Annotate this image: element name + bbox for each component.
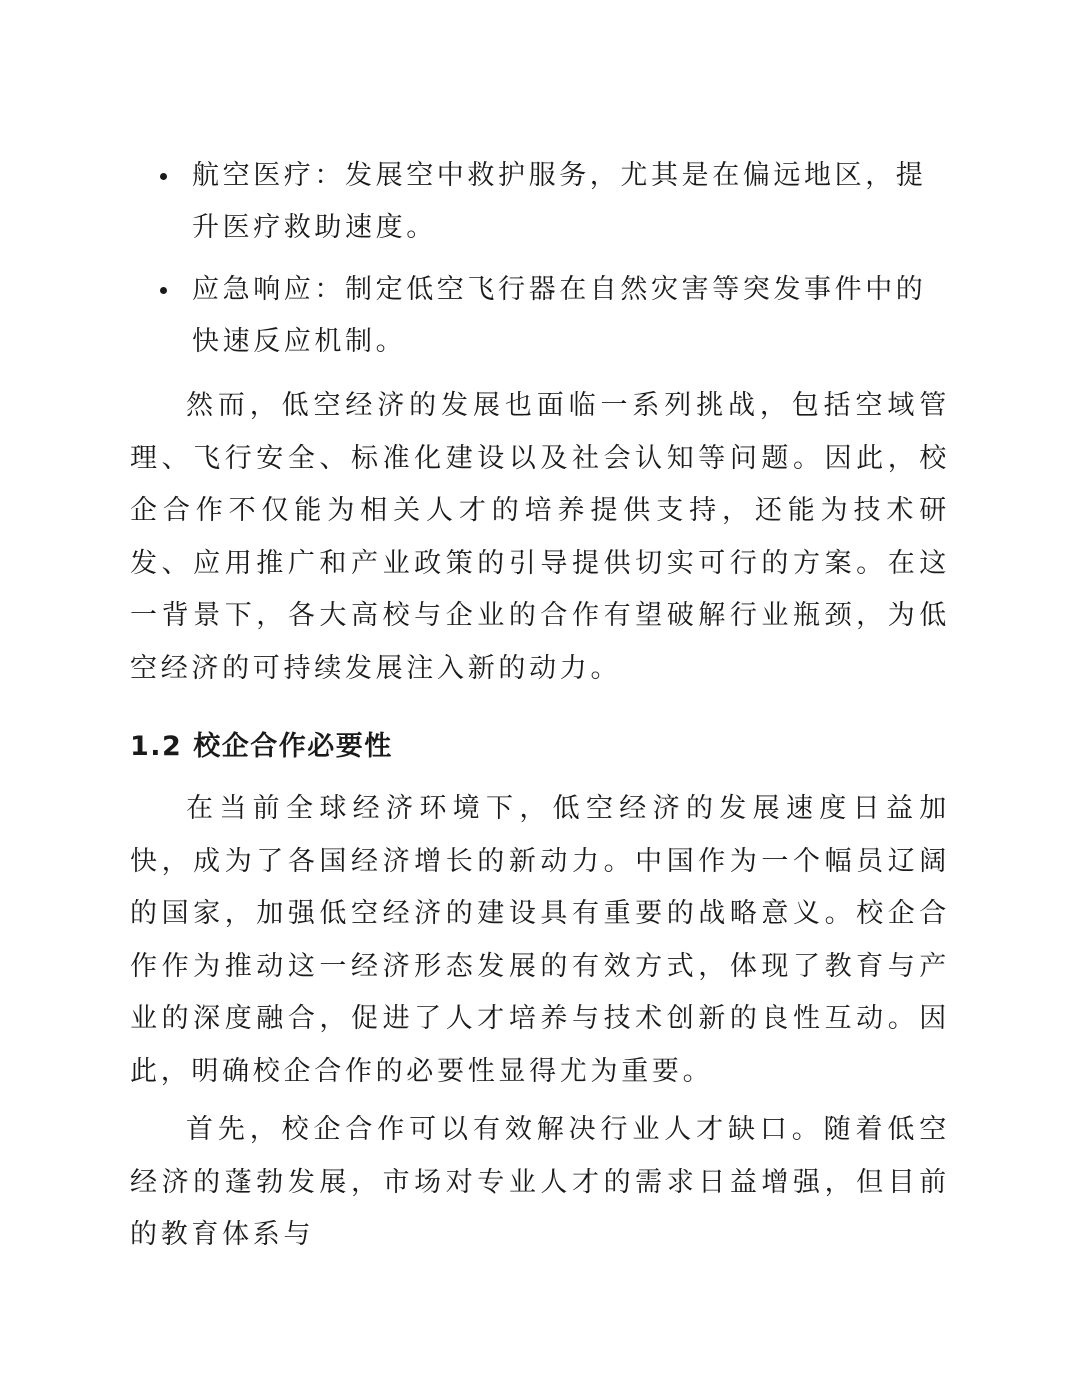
bullet-list (130, 150, 950, 368)
paragraph-challenges: 然而，低空经济的发展也面临一系列挑战，包括空域管理、飞行安全、标准化建设以及社会认知等问题。因此，校企合作不仅能为相关人才的培养提供支持，还能为技术研发、应用推广和产业政策的引导提供切实可行的方案。在这一背景下，各大高校与企业的合作有望破解行业瓶颈，为低空经济的可持续发展注入新的动力。 (130, 390, 950, 684)
bullet-text: 应急响应：制定低空飞行器在自然灾害等突发事件中的快速反应机制。 (192, 274, 927, 357)
bullet-item-emergency-response (130, 264, 950, 368)
document-body (130, 150, 950, 1262)
bullet-dot-icon (160, 173, 167, 180)
section-heading: 1.2 校企合作必要性 (130, 731, 393, 762)
bullet-dot-icon (160, 287, 167, 294)
bullet-text: 航空医疗：发展空中救护服务，尤其是在偏远地区，提升医疗救助速度。 (192, 160, 927, 243)
paragraph-talent-gap: 首先，校企合作可以有效解决行业人才缺口。随着低空经济的蓬勃发展，市场对专业人才的需求日益增强，但目前的教育体系与 (130, 1114, 950, 1250)
bullet-item-air-medical (130, 150, 950, 254)
paragraph-necessity-intro: 在当前全球经济环境下，低空经济的发展速度日益加快，成为了各国经济增长的新动力。中国作为一个幅员辽阔的国家，加强低空经济的建设具有重要的战略意义。校企合作作为推动这一经济形态发展的有效方式，体现了教育与产业的深度融合，促进了人才培养与技术创新的良性互动。因此，明确校企合作的必要性显得尤为重要。 (130, 793, 950, 1087)
